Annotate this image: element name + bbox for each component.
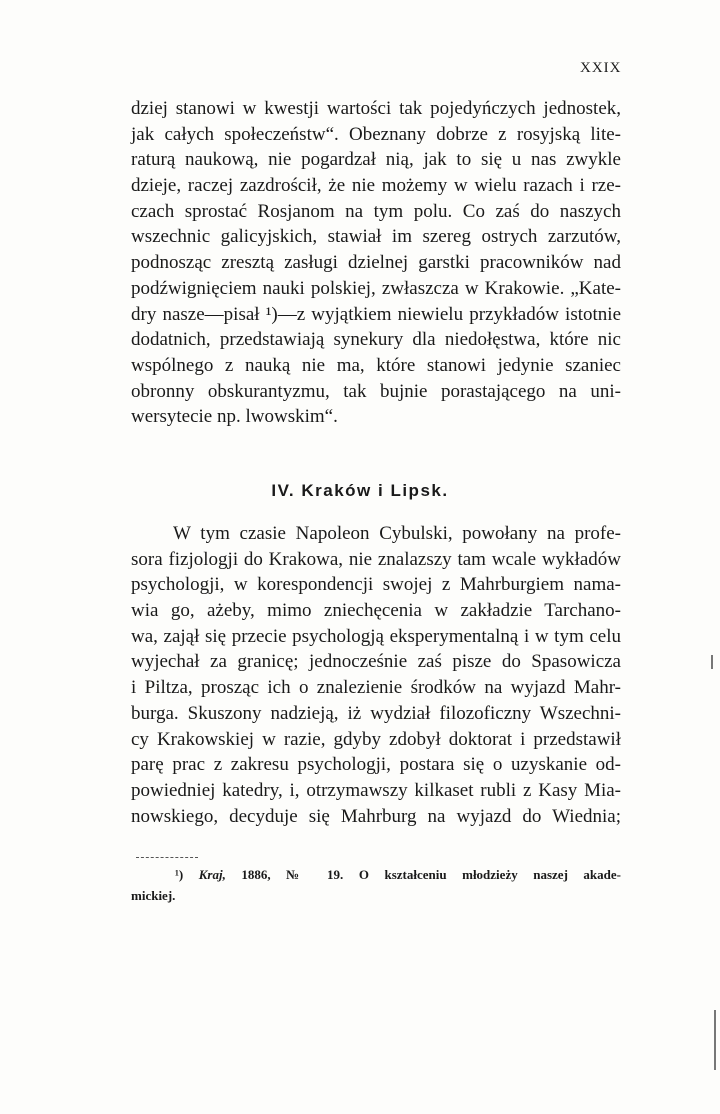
text-line: jak całych społeczeństw“. Obeznany dobrze z rosyjską lite- <box>131 123 621 145</box>
footnote-marker: ¹) <box>175 867 184 882</box>
scan-mark <box>714 1010 716 1070</box>
text-line: czach sprostać Rosjanom na tym polu. Co zaś do naszych <box>131 200 621 222</box>
text-line: i Piltza, prosząc ich o znalezienie środków na wyjazd Mahr- <box>131 677 621 699</box>
text-line: burga. Skuszony nadzieją, iż wydział filozoficzny Wszechni- <box>131 702 621 724</box>
footnote-text: 1886, № 19. O kształceniu młodzieży naszej akade- <box>241 867 621 882</box>
text-line: sora fizjologji do Krakowa, nie znalazszy tam wcale wykładów <box>131 548 621 570</box>
text-line: parę prac z zakresu psychologji, postara się o uzyskanie od- <box>131 754 621 776</box>
footnote-line <box>131 864 621 885</box>
text-line: wspólnego z nauką nie ma, które stanowi jedynie szaniec <box>131 354 621 376</box>
text-line: wa, zajął się przecie psychologją eksperymentalną i w tym celu <box>131 625 621 647</box>
footnote <box>131 864 621 906</box>
footnote-separator <box>136 857 198 858</box>
paragraph-1 <box>131 96 621 430</box>
text-line: cy Krakowskiej w razie, gdyby zdobył doktorat i przedstawił <box>131 728 621 750</box>
text-line: wersytecie np. lwowskim“. <box>131 406 338 428</box>
text-line: raturą naukową, nie pogardzał nią, jak to się u nas zwykle <box>131 149 621 171</box>
text-line: dzieje, raczej zazdrościł, że nie możemy w wielu razach i rze- <box>131 175 621 197</box>
paragraph-2 <box>131 521 621 829</box>
text-line: obronny obskurantyzmu, tak bujnie porastającego na uni- <box>131 380 621 402</box>
text-line: podźwignięciem nauki polskiej, zwłaszcza w Krakowie. „Kate- <box>131 277 621 299</box>
text-line: dodatnich, przedstawiają synekury dla niedołęstwa, które nic <box>131 329 621 351</box>
scan-mark <box>711 655 713 669</box>
text-line: wia go, ażeby, mimo zniechęcenia w zakładzie Tarchano- <box>131 600 621 622</box>
text-line: powiedniej katedry, i, otrzymawszy kilkaset rubli z Kasy Mia- <box>131 779 621 801</box>
text-line: dry nasze—pisał ¹)—z wyjątkiem niewielu przykładów istotnie <box>131 303 621 325</box>
text-line: psychologji, w korespondencji swojej z Mahrburgiem nama- <box>131 574 621 596</box>
footnote-line: mickiej. <box>131 888 176 903</box>
text-line: dziej stanowi w kwestji wartości tak pojedyńczych jednostek, <box>131 98 621 119</box>
page-number: XXIX <box>580 60 622 76</box>
text-line: podnosząc zresztą zasługi dzielnej garstki pracowników nad <box>131 252 621 274</box>
text-line: wyjechał za granicę; jednocześnie zaś pisze do Spasowicza <box>131 651 621 673</box>
section-heading: IV. Kraków i Lipsk. <box>271 481 449 500</box>
text-line: wszechnic galicyjskich, stawiał im szereg ostrych zarzutów, <box>131 226 621 248</box>
text-line: nowskiego, decyduje się Mahrburg na wyjazd do Wiednia; <box>131 805 621 827</box>
text-line: W tym czasie Napoleon Cybulski, powołany na profe- <box>173 523 621 544</box>
footnote-source: Kraj, <box>198 867 226 882</box>
